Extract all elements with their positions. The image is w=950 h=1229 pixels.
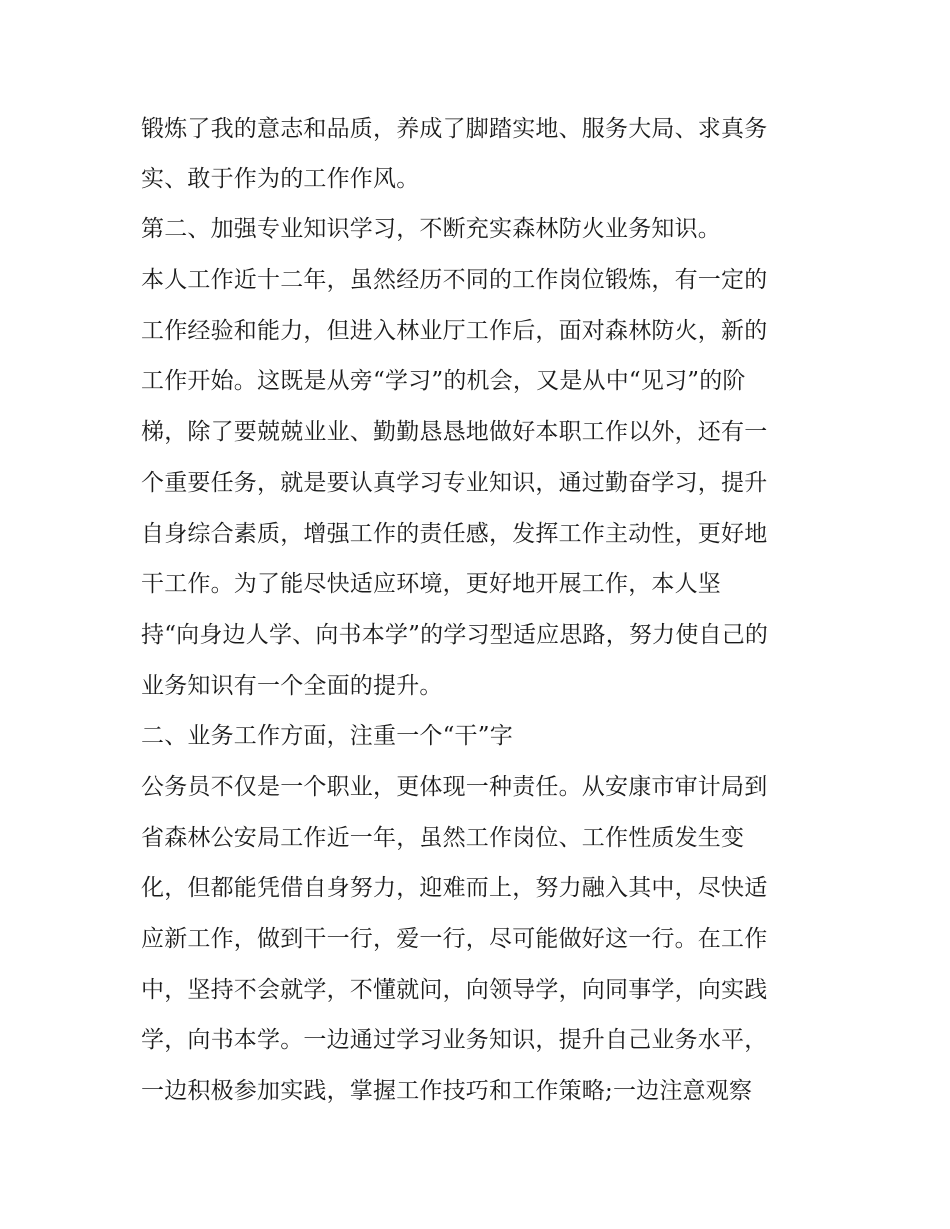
text-line: 公务员不仅是一个职业，更体现一种责任。从安康市审计局到	[141, 774, 768, 800]
text-line: 本人工作近十二年，虽然经历不同的工作岗位锻炼，有一定的	[141, 267, 768, 293]
text-line: 自身综合素质，增强工作的责任感，发挥工作主动性，更好地	[141, 521, 768, 547]
text-line: 省森林公安局工作近一年，虽然工作岗位、工作性质发生变	[141, 825, 745, 851]
text-line: 工作经验和能力，但进入林业厅工作后，面对森林防火，新的	[141, 318, 768, 344]
text-line: 个重要任务，就是要认真学习专业知识，通过勤奋学习，提升	[141, 470, 768, 496]
text-line: 干工作。为了能尽快适应环境，更好地开展工作，本人坚	[141, 571, 721, 597]
text-line: 业务知识有一个全面的提升。	[141, 673, 443, 699]
text-line: 工作开始。这既是从旁“学习”的机会，又是从中“见习”的阶	[141, 368, 746, 394]
section-heading: 二、业务工作方面，注重一个“干”字	[141, 723, 513, 749]
text-line: 持“向身边人学、向书本学”的学习型适应思路，努力使自己的	[141, 622, 769, 648]
text-line: 中，坚持不会就学，不懂就问，向领导学，向同事学，向实践	[141, 977, 768, 1003]
text-line: 一边积极参加实践，掌握工作技巧和工作策略;一边注意观察	[141, 1078, 753, 1104]
text-line: 第二、加强专业知识学习，不断充实森林防火业务知识。	[141, 216, 721, 242]
text-line: 实、敢于作为的工作作风。	[141, 166, 420, 192]
text-line: 化，但都能凭借自身努力，迎难而上，努力融入其中，尽快适	[141, 875, 768, 901]
text-line: 学，向书本学。一边通过学习业务知识，提升自己业务水平，	[141, 1027, 768, 1053]
text-line: 锻炼了我的意志和品质，养成了脚踏实地、服务大局、求真务	[141, 116, 768, 142]
text-line: 应新工作，做到干一行，爱一行，尽可能做好这一行。在工作	[141, 926, 768, 952]
text-line: 梯，除了要兢兢业业、勤勤恳恳地做好本职工作以外，还有一	[141, 419, 768, 445]
